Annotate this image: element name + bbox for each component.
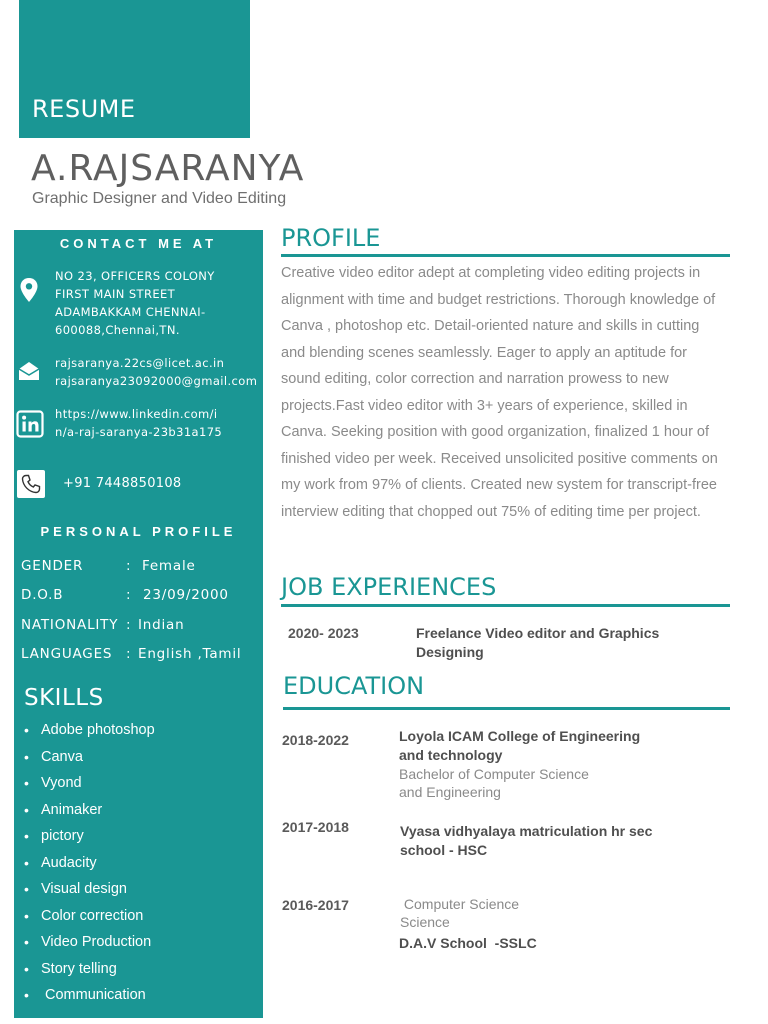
profile-row-key: GENDER — [21, 558, 84, 574]
education-school-line: school - HSC — [400, 842, 488, 858]
profile-heading: PROFILE — [281, 224, 381, 252]
profile-row-key: LANGUAGES — [21, 646, 113, 662]
phone-icon — [17, 470, 45, 498]
envelope-icon — [15, 357, 43, 385]
skill-item: • Adobe photoshop — [24, 720, 155, 747]
job-role-line: Designing — [416, 644, 484, 660]
profile-row-value: English ,Tamil — [138, 646, 242, 662]
email-block — [55, 354, 257, 390]
skill-item: • Communication — [24, 985, 155, 1012]
profile-row-colon: : — [126, 587, 132, 603]
address-line: 600088,Chennai,TN. — [55, 323, 180, 337]
education-school — [400, 822, 652, 860]
linkedin-icon — [16, 410, 44, 438]
skill-item: • Visual design — [24, 879, 155, 906]
profile-divider — [281, 254, 730, 257]
skill-item: • Story telling — [24, 959, 155, 986]
person-role: Graphic Designer and Video Editing — [32, 190, 287, 207]
education-years: 2016-2017 — [282, 897, 349, 913]
education-detail-line: Science — [400, 914, 450, 930]
location-pin-icon — [15, 276, 43, 304]
skills-list — [24, 720, 155, 1012]
resume-label: RESUME — [32, 95, 136, 123]
profile-paragraph: Creative video editor adept at completing video editing projects in alignment with time and budget restrictions. Thorough knowledge of Canva , photoshop etc. Detail-oriented nature and skills in cutting and blending scenes seamlessly. Eager to apply an aptitude for sound editing, color correction and narration prowess to new projects.Fast video editor with 3+ years of experience, skilled in Canva. Seeking position with good organization, finalized 1 hour of finished video per week. Received unsolicited positive comments on my work from 97% of clients. Created new system for transcript-free interview editing that chopped out 75% of editing time per project. — [281, 265, 718, 520]
profile-row-value: Female — [142, 558, 196, 574]
linkedin-block — [55, 405, 222, 441]
personal-profile-heading: PERSONAL PROFILE — [40, 524, 237, 539]
profile-row-value: Indian — [138, 617, 185, 633]
education-years: 2017-2018 — [282, 819, 349, 835]
education-school — [399, 896, 537, 972]
email-link[interactable]: rajsaranya.22cs@licet.ac.in — [55, 356, 225, 370]
education-school-line: Vyasa vidhyalaya matriculation hr sec — [400, 823, 653, 839]
education-detail-line: Bachelor of Computer Science — [399, 766, 589, 782]
skill-item: • Vyond — [24, 773, 155, 800]
education-detail-line: Computer Science — [400, 896, 520, 912]
phone-number[interactable]: +91 7448850108 — [63, 476, 182, 491]
skill-item: • Audacity — [24, 853, 155, 880]
linkedin-link[interactable]: https://www.linkedin.com/i — [55, 407, 218, 421]
profile-row-key: NATIONALITY — [21, 617, 119, 633]
profile-row-value: 23/09/2000 — [143, 587, 229, 603]
skill-item: • Video Production — [24, 932, 155, 959]
contact-heading: CONTACT ME AT — [59, 236, 218, 251]
job-role — [416, 624, 659, 662]
address-line: NO 23, OFFICERS COLONY — [55, 269, 215, 283]
skill-item: • pictory — [24, 826, 155, 853]
profile-row-colon: : — [126, 558, 132, 574]
job-experiences-divider — [281, 604, 730, 607]
education-school-line: Loyola ICAM College of Engineering — [399, 728, 641, 744]
education-years: 2018-2022 — [282, 732, 349, 748]
profile-row-key: D.O.B — [21, 587, 64, 603]
education-heading: EDUCATION — [283, 672, 425, 700]
education-school — [399, 727, 640, 765]
job-years: 2020- 2023 — [288, 625, 359, 641]
profile-row-colon: : — [126, 646, 132, 662]
address-line: FIRST MAIN STREET — [55, 287, 176, 301]
skills-heading: SKILLS — [24, 685, 104, 711]
education-detail-line: and Engineering — [399, 784, 501, 800]
address-line: ADAMBAKKAM CHENNAI- — [55, 305, 206, 319]
skill-item: • Animaker — [24, 800, 155, 827]
job-experiences-heading: JOB EXPERIENCES — [281, 573, 497, 601]
education-detail — [399, 765, 589, 801]
profile-row-colon: : — [126, 617, 132, 633]
education-school-line: and technology — [399, 747, 503, 763]
skill-item: • Canva — [24, 747, 155, 774]
linkedin-link[interactable]: n/a-raj-saranya-23b31a175 — [55, 425, 223, 439]
education-divider — [283, 707, 730, 710]
address-block — [55, 267, 215, 339]
skill-item: • Color correction — [24, 906, 155, 933]
person-name: A.RAJSARANYA — [31, 148, 305, 189]
education-detail — [400, 913, 450, 931]
sidebar — [14, 230, 263, 1018]
education-school-line: D.A.V School -SSLC — [399, 935, 537, 951]
job-role-line: Freelance Video editor and Graphics — [416, 625, 660, 641]
email-link[interactable]: rajsaranya23092000@gmail.com — [55, 374, 258, 388]
